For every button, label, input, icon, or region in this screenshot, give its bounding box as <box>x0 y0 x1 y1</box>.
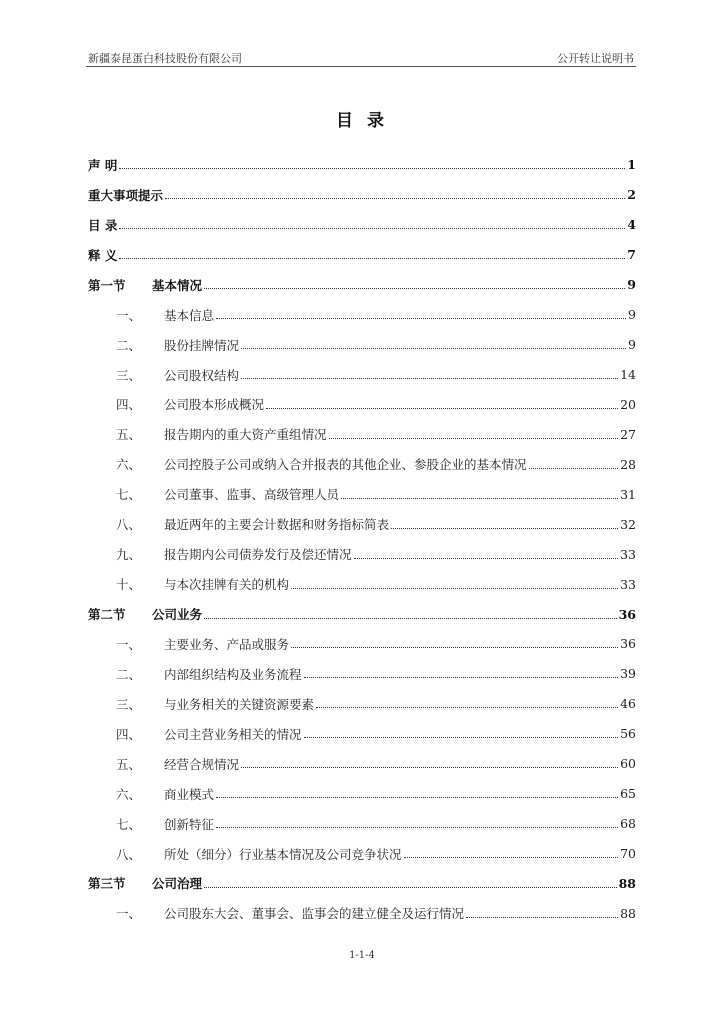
toc-leader-dots <box>119 258 625 259</box>
toc-entry-label: 公司业务 <box>152 607 203 623</box>
toc-section-number: 第三节 <box>88 876 126 892</box>
toc-page-number: 88 <box>620 905 636 921</box>
toc-item-number: 六、 <box>116 457 142 473</box>
page-header <box>86 50 636 66</box>
toc-item-number: 五、 <box>116 756 142 772</box>
toc-leader-dots <box>216 318 626 319</box>
toc-leader-dots <box>291 588 618 589</box>
toc-page-number: 46 <box>620 696 636 712</box>
toc-leader-dots <box>216 827 618 828</box>
toc-entry[interactable] <box>88 599 636 629</box>
toc-entry[interactable] <box>88 539 636 569</box>
toc-page-number: 68 <box>620 816 636 832</box>
toc-item-number: 一、 <box>116 906 142 922</box>
toc-item-number: 七、 <box>116 816 142 832</box>
toc-page-number: 88 <box>618 875 636 891</box>
toc-leader-dots <box>241 767 618 768</box>
toc-leader-dots <box>241 378 618 379</box>
toc-item-number: 十、 <box>116 577 142 593</box>
toc-entry[interactable] <box>88 180 636 210</box>
toc-entry[interactable] <box>88 330 636 360</box>
toc-entry[interactable] <box>88 569 636 599</box>
toc-page-number: 27 <box>620 426 636 442</box>
toc-entry[interactable] <box>88 150 636 180</box>
toc-item-number: 四、 <box>116 726 142 742</box>
toc-section-number: 第二节 <box>88 607 126 623</box>
toc-leader-dots <box>316 707 618 708</box>
toc-entry[interactable] <box>88 360 636 390</box>
toc-entry-label: 与本次挂牌有关的机构 <box>164 577 290 593</box>
toc-leader-dots <box>291 647 618 648</box>
header-rule <box>86 66 636 67</box>
toc-page-number: 36 <box>618 606 636 622</box>
toc-leader-dots <box>241 348 626 349</box>
toc-leader-dots <box>266 408 618 409</box>
toc-leader-dots <box>204 618 617 619</box>
toc-entry-label: 公司股权结构 <box>164 367 240 383</box>
toc-item-number: 七、 <box>116 487 142 503</box>
toc-entry[interactable] <box>88 719 636 749</box>
toc-entry-label: 公司治理 <box>152 876 203 892</box>
toc-entry-label: 报告期内的重大资产重组情况 <box>164 427 327 443</box>
page-number: 1-1-4 <box>349 950 375 961</box>
toc-entry-label: 目 录 <box>88 217 118 233</box>
toc-entry-label: 公司主营业务相关的情况 <box>164 726 302 742</box>
toc-entry-label: 公司控股子公司或纳入合并报表的其他企业、参股企业的基本情况 <box>164 457 527 473</box>
header-company: 新疆泰昆蛋白科技股份有限公司 <box>88 52 242 65</box>
toc-entry[interactable] <box>88 629 636 659</box>
toc-page-number: 65 <box>620 786 636 802</box>
toc-leader-dots <box>165 198 625 199</box>
toc-entry[interactable] <box>88 210 636 240</box>
toc-item-number: 八、 <box>116 846 142 862</box>
toc-entry[interactable] <box>88 300 636 330</box>
toc-leader-dots <box>204 288 625 289</box>
toc-leader-dots <box>216 797 618 798</box>
toc-item-number: 一、 <box>116 307 142 323</box>
toc-page-number: 60 <box>620 756 636 772</box>
toc-page-number: 14 <box>620 367 636 383</box>
toc-entry-label: 经营合规情况 <box>164 756 240 772</box>
toc-entry[interactable] <box>88 779 636 809</box>
toc-item-number: 五、 <box>116 427 142 443</box>
toc-entry-label: 公司股东大会、董事会、监事会的建立健全及运行情况 <box>164 906 465 922</box>
toc-leader-dots <box>304 677 619 678</box>
toc-title: 目 录 <box>336 111 388 131</box>
toc-item-number: 三、 <box>116 367 142 383</box>
toc-leader-dots <box>119 168 625 169</box>
header-doc-type: 公开转让说明书 <box>557 52 634 65</box>
toc-page-number: 7 <box>627 247 636 263</box>
toc-entry-label: 基本信息 <box>164 307 215 323</box>
toc-entry[interactable] <box>88 839 636 869</box>
toc-page-number: 4 <box>627 217 636 233</box>
toc-item-number: 二、 <box>116 337 142 353</box>
toc-entry[interactable] <box>88 659 636 689</box>
toc-entry[interactable] <box>88 479 636 509</box>
toc-entry-label: 最近两年的主要会计数据和财务指标简表 <box>164 517 390 533</box>
toc-entry[interactable] <box>88 749 636 779</box>
toc-item-number: 四、 <box>116 397 142 413</box>
toc-leader-dots <box>391 528 618 529</box>
toc-entry[interactable] <box>88 419 636 449</box>
toc-entry[interactable] <box>88 240 636 270</box>
toc-entry-label: 商业模式 <box>164 786 215 802</box>
toc-entry[interactable] <box>88 869 636 899</box>
toc-entry-label: 声 明 <box>88 157 118 173</box>
toc-entry-label: 公司董事、监事、高级管理人员 <box>164 487 340 503</box>
table-of-contents <box>88 150 636 928</box>
toc-entry[interactable] <box>88 270 636 300</box>
toc-page-number: 9 <box>627 277 636 293</box>
toc-page-number: 2 <box>627 187 636 203</box>
toc-entry[interactable] <box>88 449 636 479</box>
toc-item-number: 一、 <box>116 636 142 652</box>
toc-leader-dots <box>119 228 625 229</box>
toc-entry-label: 基本情况 <box>152 277 203 293</box>
toc-page-number: 33 <box>620 576 636 592</box>
toc-page-number: 9 <box>628 337 636 353</box>
toc-page-number: 56 <box>620 726 636 742</box>
toc-item-number: 六、 <box>116 786 142 802</box>
toc-item-number: 二、 <box>116 666 142 682</box>
toc-page-number: 1 <box>627 157 636 173</box>
toc-page-number: 9 <box>628 307 636 323</box>
toc-entry[interactable] <box>88 689 636 719</box>
toc-leader-dots <box>204 887 617 888</box>
toc-leader-dots <box>329 438 619 439</box>
toc-entry-label: 与业务相关的关键资源要素 <box>164 696 315 712</box>
toc-entry-label: 股份挂牌情况 <box>164 337 240 353</box>
toc-leader-dots <box>354 558 619 559</box>
toc-page-number: 36 <box>620 636 636 652</box>
toc-section-number: 第一节 <box>88 277 126 293</box>
toc-page-number: 32 <box>620 516 636 532</box>
toc-entry-label: 释 义 <box>88 247 118 263</box>
toc-page-number: 70 <box>620 846 636 862</box>
toc-leader-dots <box>466 917 618 918</box>
toc-entry[interactable] <box>88 809 636 839</box>
toc-entry-label: 主要业务、产品或服务 <box>164 636 290 652</box>
toc-entry-label: 公司股本形成概况 <box>164 397 265 413</box>
toc-leader-dots <box>304 737 619 738</box>
toc-entry-label: 内部组织结构及业务流程 <box>164 666 302 682</box>
toc-entry[interactable] <box>88 509 636 539</box>
toc-page-number: 39 <box>620 666 636 682</box>
toc-page-number: 31 <box>620 486 636 502</box>
toc-entry-label: 创新特征 <box>164 816 215 832</box>
toc-leader-dots <box>404 857 619 858</box>
toc-page-number: 28 <box>620 456 636 472</box>
toc-item-number: 八、 <box>116 517 142 533</box>
toc-page-number: 20 <box>620 396 636 412</box>
toc-entry-label: 报告期内公司债券发行及偿还情况 <box>164 547 352 563</box>
toc-entry[interactable] <box>88 898 636 928</box>
toc-entry[interactable] <box>88 390 636 420</box>
toc-entry-label: 所处（细分）行业基本情况及公司竞争状况 <box>164 846 402 862</box>
toc-page-number: 33 <box>620 546 636 562</box>
toc-leader-dots <box>529 468 619 469</box>
toc-item-number: 九、 <box>116 547 142 563</box>
toc-entry-label: 重大事项提示 <box>88 187 164 203</box>
toc-leader-dots <box>341 498 618 499</box>
toc-item-number: 三、 <box>116 696 142 712</box>
